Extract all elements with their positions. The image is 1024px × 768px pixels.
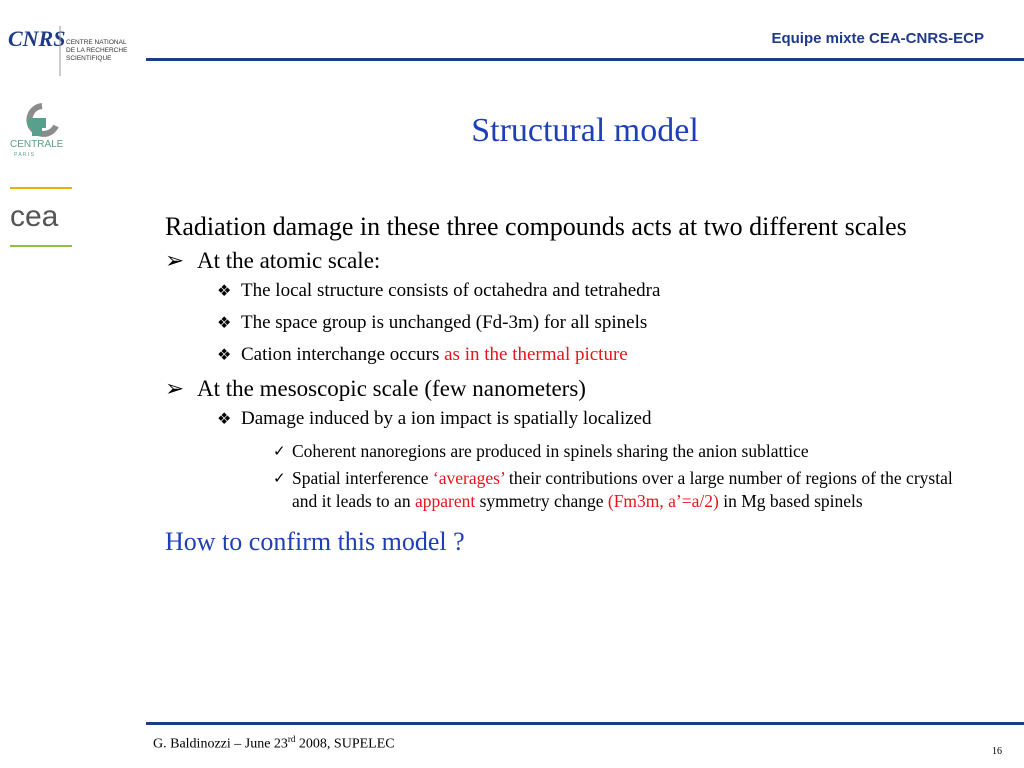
meso-item xyxy=(217,408,965,430)
meso-subitem-text: Coherent nanoregions are produced in spinels sharing the anion sublattice xyxy=(292,441,809,461)
cnrs-mark: CNRS xyxy=(8,26,66,51)
meso-subitem xyxy=(273,440,965,463)
arrow-bullet-icon: ➢ xyxy=(165,376,185,401)
atomic-item xyxy=(217,312,965,334)
atomic-item xyxy=(217,344,965,366)
diamond-bullet-icon: ❖ xyxy=(217,345,232,364)
atomic-item-text: The space group is unchanged (Fd-3m) for all spinels xyxy=(241,312,648,333)
slide-body xyxy=(165,210,965,557)
meso-item-text: Damage induced by a ion impact is spatially localized xyxy=(241,408,652,429)
footer-divider xyxy=(146,722,1024,725)
closing-question: How to confirm this model ? xyxy=(165,527,465,556)
bullet-atomic xyxy=(165,248,965,274)
diamond-bullet-icon: ❖ xyxy=(217,281,232,300)
page-number: 16 xyxy=(992,746,1002,757)
meso-heading: At the mesoscopic scale (few nanometers) xyxy=(197,376,586,401)
check-icon: ✓ xyxy=(273,469,286,487)
fm3m-highlight: (Fm3m, a’=a/2) xyxy=(607,491,719,511)
check-icon: ✓ xyxy=(273,442,286,460)
intro-text: Radiation damage in these three compounds acts at two different scales xyxy=(165,212,907,241)
meso-subitem-text: Spatial interference ‘averages’ their contributions over a large number of regions of the crystal and it leads to an apparent symmetry change (Fm3m, a’=a/2) in Mg based spinels xyxy=(292,468,953,511)
header-divider xyxy=(146,58,1024,61)
centrale-sub: P A R I S xyxy=(14,152,34,158)
cnrs-line-1: CENTRE NATIONAL xyxy=(66,39,127,46)
header-org-text: Equipe mixte CEA-CNRS-ECP xyxy=(771,30,984,47)
cnrs-line-3: SCIENTIFIQUE xyxy=(66,55,112,62)
centrale-name: CENTRALE xyxy=(10,139,64,150)
diamond-bullet-icon: ❖ xyxy=(217,409,232,428)
centrale-logo xyxy=(6,100,76,160)
diamond-bullet-icon: ❖ xyxy=(217,313,232,332)
averages-highlight: ‘averages’ xyxy=(432,468,505,488)
footer-author: G. Baldinozzi – June 23rd 2008, SUPELEC xyxy=(153,734,395,752)
thermal-picture-highlight: as in the thermal picture xyxy=(444,344,628,365)
cea-name: cea xyxy=(10,200,59,233)
atomic-item-text: The local structure consists of octahedra and tetrahedra xyxy=(241,280,661,301)
apparent-highlight: apparent xyxy=(414,491,476,511)
atomic-item-text xyxy=(241,344,628,366)
cation-text: Cation interchange occurs xyxy=(241,344,445,365)
bullet-mesoscopic xyxy=(165,376,965,402)
arrow-bullet-icon: ➢ xyxy=(165,248,185,273)
atomic-heading: At the atomic scale: xyxy=(197,248,381,273)
slide-title: Structural model xyxy=(471,112,699,149)
cnrs-logo xyxy=(6,18,146,78)
cnrs-line-2: DE LA RECHERCHE xyxy=(66,47,128,54)
cea-logo xyxy=(8,186,74,250)
meso-subitem xyxy=(273,467,965,513)
atomic-item xyxy=(217,280,965,302)
